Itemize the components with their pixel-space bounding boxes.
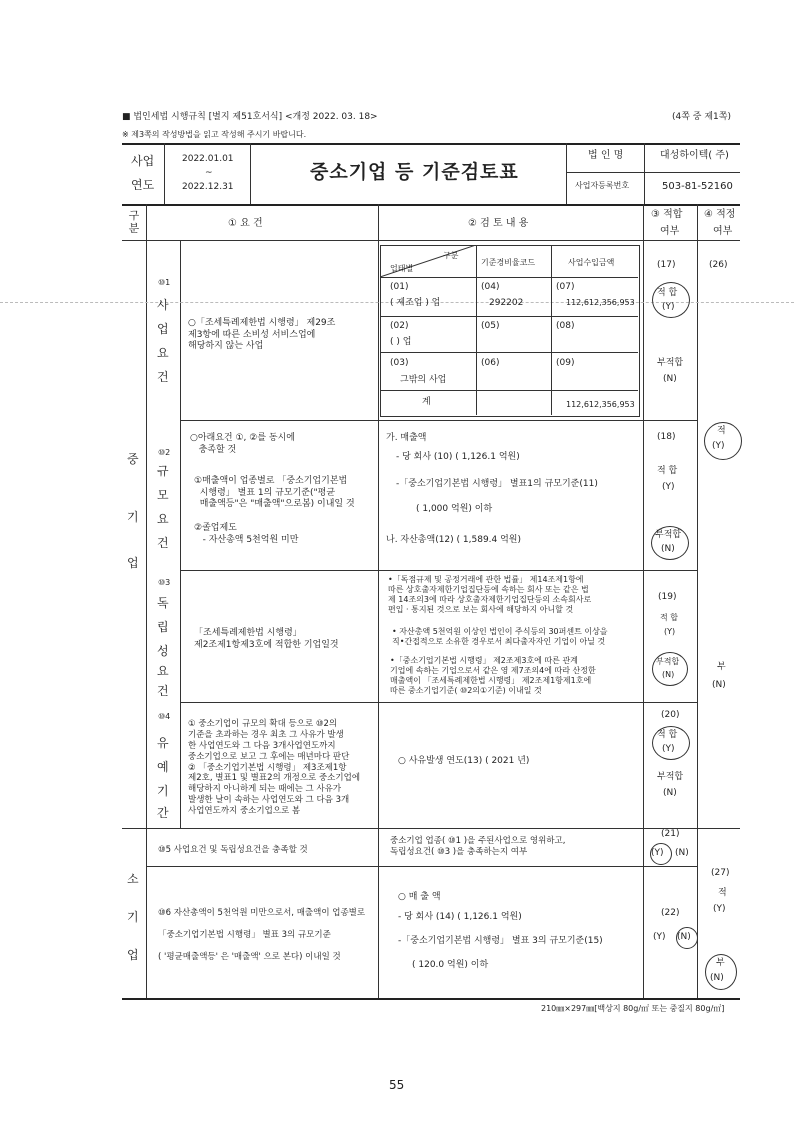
form-reference: ■ 법인세법 시행규칙 [별지 제51호서식] <개정 2022. 03. 18> bbox=[122, 112, 378, 122]
small-label-3: 업 bbox=[127, 948, 139, 962]
title-divider-2 bbox=[250, 143, 251, 204]
t101-r1-code: 292202 bbox=[489, 298, 524, 308]
label-102-3: 요 bbox=[157, 512, 169, 526]
t101-corner-top: 구분 bbox=[443, 251, 459, 260]
page-reference: (4쪽 중 제1쪽) bbox=[672, 112, 731, 122]
label-102-4: 건 bbox=[157, 536, 169, 550]
req-102-2: ①매출액이 업종별로 「중소기업기본법 시행령」 별표 1의 규모기준("평균 매출액등"은 "매출액"으로봄) 이내일 것 bbox=[194, 476, 355, 510]
col-fit3-1: ③ 적합 bbox=[651, 209, 683, 220]
rule-105 bbox=[146, 866, 697, 867]
t101-r3-biz: 그밖의 사업 bbox=[400, 375, 447, 385]
sme-total-ok: 적 bbox=[717, 426, 726, 436]
t101-r3-no2: (06) bbox=[481, 358, 500, 368]
sme-total-ng: 부 bbox=[717, 662, 726, 672]
num-104: ⑩4 bbox=[158, 712, 171, 721]
vline-fit3 bbox=[643, 204, 644, 998]
vline-label bbox=[180, 240, 181, 828]
fit-102-ng: 부적합 bbox=[655, 530, 682, 540]
col-review: ② 검 토 내 용 bbox=[468, 218, 529, 229]
instruction-note: ※ 제3쪽의 작성방법을 읽고 작성해 주시기 바랍니다. bbox=[122, 130, 307, 139]
fit-106-y: (Y) bbox=[653, 932, 666, 942]
fit-101-ng: 부적합 bbox=[657, 358, 684, 368]
rev-105: 중소기업 업종( ⑩1 )을 주된사업으로 영위하고, 독립성요건( ⑩3 )을 충족하는지 여부 bbox=[390, 836, 566, 857]
t101-r1-no2: (04) bbox=[481, 282, 500, 292]
rev-106-2: - 당 회사 (14) ( 1,126.1 억원) bbox=[398, 912, 522, 922]
rev-102-2: - 당 회사 (10) ( 1,126.1 억원) bbox=[396, 452, 520, 462]
req-101: ○「조세특례제한법 시행령」 제29조 제3항에 따른 소비성 서비스업에 해당하지 않는 사업 bbox=[188, 318, 336, 352]
sme-label-3: 업 bbox=[127, 556, 139, 570]
top-rule bbox=[122, 143, 740, 145]
col-fit3-2: 여부 bbox=[660, 226, 680, 237]
small-total-ng-n: (N) bbox=[710, 973, 724, 983]
fit-104-ng: 부적합 bbox=[657, 772, 684, 782]
form-title: 중소기업 등 기준검토표 bbox=[310, 161, 519, 183]
small-label-1: 소 bbox=[127, 872, 139, 886]
label-101-3: 요 bbox=[157, 346, 169, 360]
year-label-1: 사업 bbox=[131, 154, 155, 168]
fit-102-ng-n: (N) bbox=[661, 544, 675, 554]
t101-head-amount: 사업수입금액 bbox=[568, 258, 615, 267]
label-104-3: 기 bbox=[157, 784, 169, 798]
rule-102 bbox=[180, 570, 697, 571]
title-mid-rule bbox=[566, 172, 740, 173]
t101-r1-no3: (07) bbox=[556, 282, 575, 292]
t101-r2-no2: (05) bbox=[481, 321, 500, 331]
corp-name-label: 법 인 명 bbox=[588, 150, 624, 161]
rule-103 bbox=[180, 702, 697, 703]
rev-103-1: •「독점규제 및 공정거래에 관한 법률」 제14조제1항에 따른 상호출자제한기업집단등에 속하는 회사 또는 같은 법 제 14조의3에 따라 상호출자제한기업집단등의 소속회사로 편입 · 통지된 것으로 보는 회사에 해당하지 아니할 것 bbox=[388, 575, 592, 614]
t101-r2-biz: ( ) 업 bbox=[390, 337, 412, 347]
table-101-h4 bbox=[380, 390, 638, 391]
fit-102-ok-y: (Y) bbox=[662, 482, 675, 492]
title-divider-1 bbox=[164, 143, 165, 204]
page-number: 55 bbox=[389, 1078, 405, 1092]
t101-corner-bottom: 업태별 bbox=[390, 264, 414, 273]
fit-105-y: (Y) bbox=[651, 848, 664, 858]
fit-104-ok-y: (Y) bbox=[662, 744, 675, 754]
rev-106-3: -「중소기업기본법 시행령」 별표 3의 규모기준(15) bbox=[398, 936, 603, 946]
label-102-2: 모 bbox=[157, 488, 169, 502]
fit-102-ok: 적 합 bbox=[657, 466, 678, 476]
fit-101-ok: 적 합 bbox=[657, 288, 678, 298]
small-total-ng: 부 bbox=[716, 958, 725, 968]
t101-total-amount: 112,612,356,953 bbox=[566, 400, 635, 409]
fit-103-ng: 부적합 bbox=[656, 657, 680, 666]
num-102: ⑩2 bbox=[158, 448, 171, 457]
rev-106-4: ( 120.0 억원) 이하 bbox=[412, 960, 489, 970]
bottom-rule bbox=[122, 998, 740, 1000]
t101-r3-no1: (03) bbox=[390, 358, 409, 368]
fit-106-n: (N) bbox=[677, 932, 691, 942]
t101-r3-no3: (09) bbox=[556, 358, 575, 368]
label-104-4: 간 bbox=[157, 806, 169, 820]
col-fit4-1: ④ 적정 bbox=[704, 209, 736, 220]
paper-spec: 210㎜×297㎜[백상지 80g/㎡ 또는 중질지 80g/㎡] bbox=[541, 1004, 725, 1013]
fit-104-ok: 적 합 bbox=[657, 730, 678, 740]
rev-104: ○ 사유발생 연도(13) ( 2021 년) bbox=[398, 756, 530, 766]
sme-label-1: 중 bbox=[127, 452, 139, 466]
title-bottom-rule bbox=[122, 204, 740, 206]
vline-requirement bbox=[378, 204, 379, 998]
vline-category bbox=[146, 204, 147, 998]
sme-label-2: 기 bbox=[127, 510, 139, 524]
fit-103-no: (19) bbox=[658, 592, 677, 602]
col-category: 구 분 bbox=[128, 209, 140, 235]
rev-103-3: •「중소기업기본법 시행령」 제2조제3호에 따른 관계 기업에 속하는 기업으로서 같은 영 제7조의4에 따라 산정한 매출액이 「조세특례제한법 시행령」 제2조제1항제1호에 따른 중소기업기준( ⑩2의①기준) 이내일 것 bbox=[390, 656, 596, 695]
fit-104-ng-n: (N) bbox=[663, 788, 677, 798]
req-104: ① 중소기업이 규모의 확대 등으로 ⑩2의 기준을 초과하는 경우 최초 그 사유가 발생 한 사업연도와 그 다음 3개사업연도까지 중소기업으로 보고 그 후에는 매년마다 판단 ② 「중소기업기본법 시행령」 제3조제1항 제2호, 별표1 및 별표2의 개정으로 중소기업에 해당하지 아니하게 되는 때에는 그 사유가 발생한 날이 속하는 사업연도와 그 다음 3개 사업연도까지 중소기업으로 봄 bbox=[188, 719, 361, 816]
fit-101-no: (17) bbox=[657, 260, 676, 270]
fit-105-n: (N) bbox=[675, 848, 689, 858]
fit-103-ok: 적 합 bbox=[660, 613, 678, 622]
corp-name: 대성하이텍( 주) bbox=[660, 150, 729, 161]
small-total-no: (27) bbox=[711, 868, 730, 878]
label-103-3: 성 bbox=[157, 644, 169, 658]
label-101-1: 사 bbox=[157, 298, 169, 312]
header-bottom-rule bbox=[122, 240, 740, 241]
title-divider-4 bbox=[644, 143, 645, 204]
fit-105-no: (21) bbox=[661, 829, 680, 839]
rev-102-5: 나. 자산총액(12) ( 1,589.4 억원) bbox=[386, 535, 522, 545]
title-divider-3 bbox=[566, 143, 567, 204]
t101-head-code: 기준경비율코드 bbox=[481, 258, 536, 267]
fit-103-ng-n: (N) bbox=[662, 670, 675, 679]
rev-102-3: -「중소기업기본법 시행령」 별표1의 규모기준(11) bbox=[396, 479, 598, 489]
period-tilde: ~ bbox=[205, 168, 213, 178]
sme-total-ok-y: (Y) bbox=[712, 441, 725, 451]
period-start: 2022.01.01 bbox=[182, 154, 234, 164]
small-label-2: 기 bbox=[127, 910, 139, 924]
period-end: 2022.12.31 bbox=[182, 182, 234, 192]
year-label-2: 연도 bbox=[131, 178, 155, 192]
req-106-3: ( '평균매출액등' 은 '매출액' 으로 본다) 이내일 것 bbox=[158, 952, 341, 962]
fit-106-no: (22) bbox=[661, 908, 680, 918]
col-requirement: ① 요 건 bbox=[228, 218, 263, 229]
table-101-h3 bbox=[380, 352, 638, 353]
label-103-5: 건 bbox=[157, 684, 169, 698]
t101-r2-no1: (02) bbox=[390, 321, 409, 331]
col-fit4-2: 여부 bbox=[713, 226, 733, 237]
rev-102-1: 가. 매출액 bbox=[386, 433, 427, 443]
req-102-3: ②졸업제도 - 자산총액 5천억원 미만 bbox=[194, 523, 299, 545]
t101-total-label: 계 bbox=[422, 397, 431, 407]
fit-104-no: (20) bbox=[661, 710, 680, 720]
label-101-2: 업 bbox=[157, 322, 169, 336]
t101-r1-amount: 112,612,356,953 bbox=[566, 298, 635, 307]
vline-fit4 bbox=[697, 204, 698, 998]
req-102-1: ○아래요건 ①, ②를 동시에 충족할 것 bbox=[190, 433, 295, 455]
t101-r1-no1: (01) bbox=[390, 282, 409, 292]
table-101-h1 bbox=[380, 277, 638, 278]
label-103-2: 립 bbox=[157, 620, 169, 634]
t101-r2-no3: (08) bbox=[556, 321, 575, 331]
small-total-ok-y: (Y) bbox=[713, 904, 726, 914]
label-104-2: 예 bbox=[157, 760, 169, 774]
biz-no-label: 사업자등록번호 bbox=[575, 181, 630, 190]
num-101: ⑩1 bbox=[158, 278, 171, 287]
req-106-1: ⑩6 자산총액이 5천억원 미만으로서, 매출액이 업종별로 bbox=[158, 908, 366, 918]
t101-r1-biz: ( 제조업 ) 업 bbox=[390, 298, 441, 308]
label-104-1: 유 bbox=[157, 736, 169, 750]
fit-102-no: (18) bbox=[657, 432, 676, 442]
label-102-1: 규 bbox=[157, 464, 169, 478]
req-106-2: 「중소기업기본법 시행령」 별표 3의 규모기준 bbox=[158, 930, 331, 940]
sme-total-ng-n: (N) bbox=[712, 680, 726, 690]
fit-101-ng-n: (N) bbox=[663, 374, 677, 384]
fit-101-ok-y: (Y) bbox=[662, 302, 675, 312]
req-103: 「조세특례제한법 시행령」 제2조제1항제3호에 적합한 기업일것 bbox=[194, 628, 339, 650]
label-103-4: 요 bbox=[157, 664, 169, 678]
biz-no: 503-81-52160 bbox=[662, 181, 733, 192]
rev-103-2: • 자산총액 5천억원 이상인 법인이 주식등의 30퍼센트 이상을 직•간접적으로 소유한 경우로서 최다출자자인 기업이 아닐 것 bbox=[392, 627, 608, 646]
sme-total-no: (26) bbox=[709, 260, 728, 270]
num-103: ⑩3 bbox=[158, 578, 171, 587]
label-101-4: 건 bbox=[157, 370, 169, 384]
small-total-ok: 적 bbox=[718, 888, 727, 898]
rule-sme bbox=[122, 828, 740, 829]
rev-102-4: ( 1,000 억원) 이하 bbox=[416, 504, 493, 514]
rev-106-1: ○ 매 출 액 bbox=[398, 892, 441, 902]
fit-103-ok-y: (Y) bbox=[664, 627, 676, 636]
table-101-h2 bbox=[380, 316, 638, 317]
req-105: ⑩5 사업요건 및 독립성요건을 충족할 것 bbox=[158, 845, 308, 855]
rule-101 bbox=[180, 420, 697, 421]
label-103-1: 독 bbox=[157, 596, 169, 610]
